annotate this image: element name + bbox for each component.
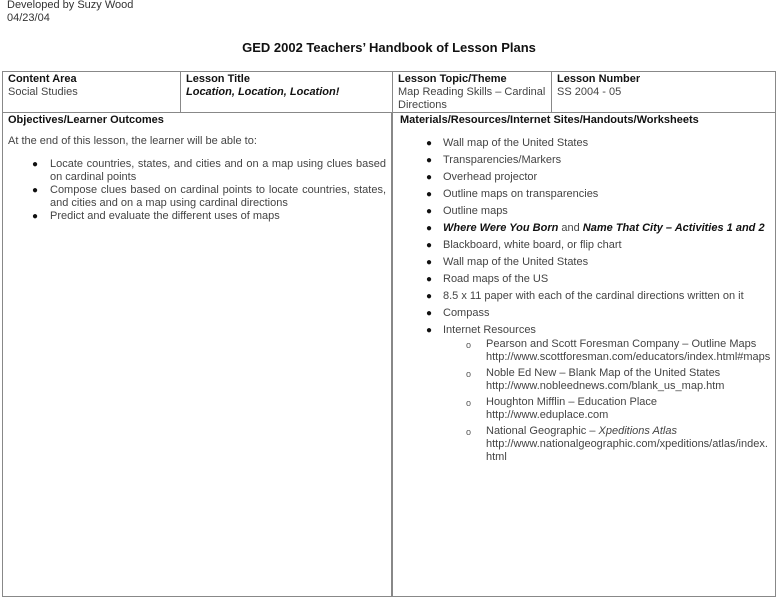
lesson-topic-value: Map Reading Skills – Cardinal Directions (398, 86, 546, 111)
material-item: ● Wall map of the United States (426, 256, 589, 268)
resource-url[interactable]: http://www.nationalgeographic.com/xpeditions/atlas/index.html (486, 438, 768, 463)
objective-item: ● Predict and evaluate the different uses of maps (32, 210, 280, 222)
bullet-icon: ● (426, 138, 433, 149)
material-item: ● Blackboard, white board, or flip chart (426, 239, 622, 251)
document-meta (7, 0, 133, 25)
bullet-icon: ● (426, 206, 433, 217)
author-line: Developed by Suzy Wood (7, 0, 134, 11)
internet-resource: o Houghton Mifflin – Education Place http://www.eduplace.com (443, 396, 770, 422)
bullet-icon: ● (426, 223, 433, 234)
bullet-icon: ● (426, 325, 433, 336)
internet-resources-list (443, 338, 770, 464)
resource-url[interactable]: http://www.nobleednews.com/blank_us_map.htm (486, 380, 725, 392)
bullet-icon: ● (32, 159, 39, 170)
lesson-number-cell (552, 72, 775, 112)
internet-resource: o National Geographic – Xpeditions Atlas http://www.nationalgeographic.com/xpeditions/atlas/index.html (443, 425, 770, 464)
objectives-cell (3, 113, 393, 596)
objectives-heading: Objectives/Learner Outcomes (8, 114, 164, 126)
materials-heading: Materials/Resources/Internet Sites/Handouts/Worksheets (400, 114, 699, 126)
material-item-internet: ● Internet Resources o Pearson and Scott Foresman Company – Outline Maps http://www.scottforesman.com/educators/index.html#maps o Noble Ed New – Blank Map of the United States http://www.nobleednews.com/blank_us_map.htm o Houghton Mifflin – Education Place http://www.eduplace.com o National Geographic – Xpeditions Atlas http://www.nationalgeographic.com/xpeditions/atlas/index.html (426, 324, 771, 463)
material-item: ● Wall map of the United States (426, 137, 589, 149)
circle-bullet-icon: o (466, 427, 472, 437)
materials-list (400, 137, 770, 464)
bullet-icon: ● (426, 308, 433, 319)
lesson-title-value: Location, Location, Location! (186, 86, 340, 98)
material-item: ● Compass (426, 307, 490, 319)
internet-resource: o Noble Ed New – Blank Map of the United States http://www.nobleednews.com/blank_us_map.htm (443, 367, 770, 393)
lesson-plan-table (2, 71, 776, 597)
content-row (3, 113, 775, 596)
bullet-icon: ● (426, 172, 433, 183)
objectives-list (8, 158, 386, 223)
bullet-icon: ● (426, 274, 433, 285)
lesson-topic-label: Lesson Topic/Theme (398, 73, 507, 85)
circle-bullet-icon: o (466, 340, 472, 350)
resource-url[interactable]: http://www.scottforesman.com/educators/index.html#maps (486, 351, 771, 363)
circle-bullet-icon: o (466, 398, 472, 408)
bullet-icon: ● (32, 185, 39, 196)
lesson-number-label: Lesson Number (557, 73, 641, 85)
content-area-value: Social Studies (8, 86, 78, 98)
lesson-number-value: SS 2004 - 05 (557, 86, 622, 98)
material-item-activities: ● Where Were You Born and Name That City – Activities 1 and 2 (426, 222, 765, 234)
material-item: ● Outline maps (426, 205, 508, 217)
material-item: ● Overhead projector (426, 171, 538, 183)
bullet-icon: ● (426, 240, 433, 251)
material-item: ● Outline maps on transparencies (426, 188, 599, 200)
bullet-icon: ● (426, 189, 433, 200)
objective-item: ● Locate countries, states, and cities and on a map using clues based on cardinal points (32, 158, 386, 183)
resource-url[interactable]: http://www.eduplace.com (486, 409, 609, 421)
date: 04/23/04 (7, 12, 50, 24)
materials-cell (393, 113, 775, 596)
document-title: GED 2002 Teachers’ Handbook of Lesson Plans (242, 40, 536, 55)
material-item: ● Transparencies/Markers (426, 154, 562, 166)
content-area-cell (3, 72, 181, 112)
bullet-icon: ● (32, 211, 39, 222)
lesson-title-label: Lesson Title (186, 73, 250, 85)
material-item: ● 8.5 x 11 paper with each of the cardinal directions written on it (426, 290, 744, 302)
internet-resource: o Pearson and Scott Foresman Company – Outline Maps http://www.scottforesman.com/educators/index.html#maps (466, 338, 771, 363)
circle-bullet-icon: o (466, 369, 472, 379)
bullet-icon: ● (426, 291, 433, 302)
header-row (3, 72, 775, 113)
bullet-icon: ● (426, 257, 433, 268)
material-item: ● Road maps of the US (426, 273, 549, 285)
content-area-label: Content Area (8, 73, 77, 85)
objectives-intro: At the end of this lesson, the learner will be able to: (8, 135, 257, 147)
lesson-title-cell (181, 72, 393, 112)
bullet-icon: ● (426, 155, 433, 166)
objective-item: ● Compose clues based on cardinal points to locate countries, states, and cities and on a map using cardinal directions (32, 184, 386, 209)
lesson-topic-cell (393, 72, 552, 112)
